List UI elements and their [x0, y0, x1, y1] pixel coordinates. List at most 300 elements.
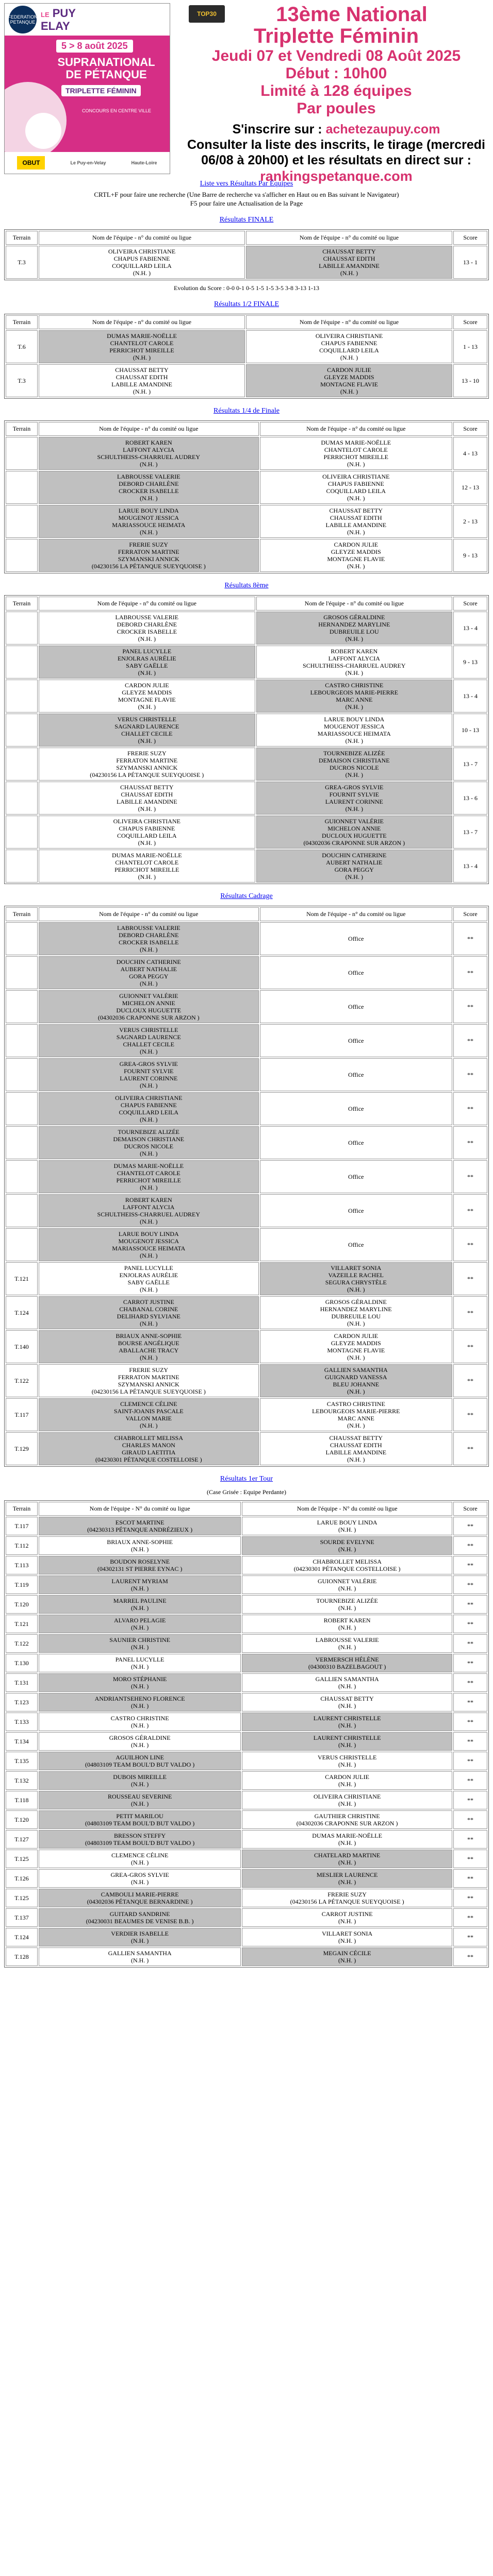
- score-cell: **: [453, 1432, 487, 1465]
- team-line: COQUILLARD LEILA: [112, 262, 172, 269]
- cadrage-table: [4, 906, 489, 1467]
- team-line: LAURENT MYRIAM: [111, 1578, 168, 1585]
- team2-cell: [260, 471, 452, 504]
- match-row: [6, 1947, 487, 1966]
- team-line: OLIVEIRA CHRISTIANE: [115, 1094, 183, 1101]
- terrain-cell: [6, 1024, 38, 1057]
- terrain-cell: [6, 1058, 38, 1091]
- team-line: (N.H. ): [345, 873, 363, 880]
- tour1-title[interactable]: Résultats 1er Tour: [220, 1475, 273, 1483]
- match-row: [6, 1160, 487, 1193]
- team2-header: Nom de l'équipe - n° du comité ou ligue: [246, 231, 452, 245]
- team-line: DEBORD CHARLÈNE: [119, 480, 179, 487]
- team-line: (N.H. ): [340, 269, 358, 277]
- team-line: (N.H. ): [130, 1683, 149, 1690]
- terrain-cell: T.119: [6, 1575, 38, 1594]
- team2-cell: [242, 1850, 452, 1868]
- announcement-consult: Consulter la liste des inscrits, le tirage (mercredi 06/08 à 20h00) et les résultats en direct sur :: [187, 138, 485, 167]
- score-header: Score: [453, 422, 487, 436]
- team-line: GROSOS GÉRALDINE: [109, 1734, 171, 1741]
- match-row: [6, 1330, 487, 1363]
- score-cell: **: [453, 1810, 487, 1829]
- team1-cell: [39, 1160, 259, 1193]
- team2-cell: [256, 646, 452, 679]
- header-row: [6, 597, 487, 611]
- team-line: SCHULTHEISS-CHARRUEL AUDREY: [97, 453, 200, 461]
- poster-body: [5, 36, 170, 152]
- team-line: GAUTHIER CHRISTINE: [314, 1812, 380, 1820]
- score-cell: **: [453, 1126, 487, 1159]
- team-line: FOURNIT SYLVIE: [124, 1067, 174, 1075]
- team-line: (N.H. ): [345, 635, 363, 642]
- match-row: [6, 816, 487, 849]
- team1-cell: [39, 1517, 241, 1535]
- team-line: AUBERT NATHALIE: [120, 965, 177, 973]
- team2-cell: [260, 1024, 452, 1057]
- team-line: GROSOS GÉRALDINE: [325, 1298, 387, 1306]
- team1-cell: [39, 1732, 241, 1751]
- score-cell: **: [453, 1928, 487, 1946]
- team-line: CASTRO CHRISTINE: [325, 682, 384, 689]
- team-line: DUCLOUX HUGUETTE: [116, 1007, 182, 1014]
- team1-cell: [39, 782, 255, 815]
- score-header: Score: [453, 907, 487, 921]
- team-line: (N.H. ): [130, 1546, 149, 1553]
- match-row: [6, 1575, 487, 1594]
- team-line: (N.H. ): [130, 1800, 149, 1807]
- team-line: CARROT JUSTINE: [321, 1910, 373, 1918]
- team1-cell: [39, 646, 255, 679]
- team-line: (04803109 TEAM BOUL'D BUT VALDO ): [85, 1839, 195, 1846]
- team-line: LEBOURGEOIS MARIE-PIERRE: [312, 1408, 400, 1415]
- terrain-header: Terrain: [6, 315, 38, 329]
- terrain-cell: [6, 782, 38, 815]
- score-cell: 9 - 13: [453, 539, 487, 572]
- match-row: [6, 1092, 487, 1125]
- sponsor-3: Haute-Loire: [131, 160, 157, 165]
- team-line: (04230313 PÉTANQUE ANDRÉZIEUX ): [87, 1526, 193, 1533]
- team-line: Office: [348, 1241, 364, 1248]
- poster-header: [5, 4, 170, 36]
- team-line: OLIVEIRA CHRISTIANE: [322, 473, 390, 480]
- team-line: (N.H. ): [347, 1354, 365, 1361]
- match-row: [6, 1126, 487, 1159]
- team-line: (N.H. ): [130, 1604, 149, 1612]
- petanque-ball-icon: [25, 113, 61, 149]
- team-line: (N.H. ): [140, 1354, 158, 1361]
- terrain-cell: T.124: [6, 1928, 38, 1946]
- team-line: MARC ANNE: [337, 1415, 374, 1422]
- match-row: [6, 246, 487, 279]
- match-row: [6, 1228, 487, 1261]
- score-cell: 13 - 4: [453, 612, 487, 645]
- team-line: DELIHARD SYLVIANE: [117, 1313, 180, 1320]
- match-row: [6, 1654, 487, 1672]
- team1-cell: [39, 1296, 259, 1329]
- terrain-cell: T.137: [6, 1908, 38, 1927]
- team1-cell: [39, 1928, 241, 1946]
- team-line: CHAPUS FABIENNE: [113, 255, 170, 262]
- team2-cell: [242, 1615, 452, 1633]
- score-cell: **: [453, 1595, 487, 1614]
- team-line: (N.H. ): [347, 1320, 365, 1327]
- score-cell: **: [453, 1693, 487, 1711]
- team-line: VERUS CHRISTELLE: [119, 1026, 178, 1033]
- team-line: LARUE BOUY LINDA: [317, 1519, 377, 1526]
- poster-dates: 5 > 8 août 2025: [56, 40, 133, 53]
- rankings-link[interactable]: rankingspetanque.com: [260, 168, 413, 184]
- team2-header: Nom de l'équipe - n° du comité ou ligue: [260, 422, 452, 436]
- team-line: ANDRIANTSEHENO FLORENCE: [94, 1695, 185, 1702]
- team-line: ROBERT KAREN: [323, 1617, 371, 1624]
- score-cell: **: [453, 1536, 487, 1555]
- team-line: LAFFONT ALYCIA: [328, 655, 380, 662]
- team-line: PANEL LUCYLLE: [122, 648, 172, 655]
- team1-cell: [39, 539, 259, 572]
- finale-title[interactable]: Résultats FINALE: [219, 216, 274, 224]
- score-cell: **: [453, 1364, 487, 1397]
- team-line: (N.H. ): [138, 669, 156, 676]
- team-line: LAURENT CHRISTELLE: [313, 1715, 381, 1722]
- team2-cell: [242, 1595, 452, 1614]
- terrain-cell: [6, 646, 38, 679]
- team-line: MESLIER LAURENCE: [316, 1871, 378, 1878]
- team-line: PANEL LUCYLLE: [124, 1264, 173, 1272]
- team-line: (N.H. ): [140, 461, 158, 468]
- team-line: BRIAUX ANNE-SOPHIE: [107, 1538, 173, 1546]
- team-line: (N.H. ): [338, 1918, 356, 1925]
- team1-cell: [39, 1693, 241, 1711]
- score-cell: 4 - 13: [453, 437, 487, 470]
- team2-cell: [242, 1928, 452, 1946]
- cadrage-title[interactable]: Résultats Cadrage: [220, 892, 273, 900]
- match-row: [6, 922, 487, 955]
- team-line: ABALLACHE TRACY: [119, 1347, 179, 1354]
- team-line: (N.H. ): [338, 1526, 356, 1533]
- team-line: CHALLET CECILE: [121, 730, 173, 737]
- team-line: CHANTELOT CAROLE: [110, 340, 174, 347]
- team-line: VERDIER ISABELLE: [111, 1930, 169, 1937]
- team1-cell: [39, 1536, 241, 1555]
- team-line: OLIVEIRA CHRISTIANE: [315, 332, 383, 340]
- team-line: Office: [348, 1173, 364, 1180]
- team-line: CARDON JULIE: [325, 1773, 369, 1781]
- team-line: GUITARD SANDRINE: [109, 1910, 170, 1918]
- team-line: TOURNEBIZE ALIZÉE: [118, 1128, 179, 1136]
- score-cell: 1 - 13: [453, 330, 487, 363]
- team2-cell: [260, 1296, 452, 1329]
- team2-cell: [260, 1160, 452, 1193]
- team-line: BOUDON ROSELYNE: [110, 1558, 170, 1565]
- team-line: (N.H. ): [338, 1800, 356, 1807]
- team1-cell: [39, 1615, 241, 1633]
- team-line: CHAUSSAT BETTY: [322, 248, 376, 255]
- team-line: (04230156 LA PÉTANQUE SUEYQUOISE ): [290, 1898, 404, 1905]
- team-line: Office: [348, 1207, 364, 1214]
- match-row: [6, 1634, 487, 1653]
- team-line: (N.H. ): [338, 1683, 356, 1690]
- team-line: GIRAUD LAETITIA: [122, 1449, 176, 1456]
- match-row: [6, 1889, 487, 1907]
- team-line: MARC ANNE: [336, 696, 373, 703]
- team-line: VILLARET SONIA: [331, 1264, 382, 1272]
- team-line: (N.H. ): [140, 1150, 158, 1157]
- team-line: (N.H. ): [340, 354, 358, 361]
- team-line: (N.H. ): [130, 1624, 149, 1631]
- team2-cell: [242, 1536, 452, 1555]
- team-line: (N.H. ): [140, 1422, 158, 1429]
- score-cell: **: [453, 1228, 487, 1261]
- terrain-cell: [6, 990, 38, 1023]
- team-line: DUMAS MARIE-NOËLLE: [113, 1162, 184, 1170]
- score-cell: **: [453, 1615, 487, 1633]
- team1-cell: [39, 364, 245, 397]
- score-cell: 13 - 10: [453, 364, 487, 397]
- announcement-edition: 13ème National: [276, 3, 428, 26]
- team2-cell: [242, 1947, 452, 1966]
- terrain-cell: [6, 1194, 38, 1227]
- team-line: MOUGENOT JESSICA: [118, 514, 179, 521]
- team2-cell: [260, 539, 452, 572]
- team2-cell: [242, 1830, 452, 1849]
- score-cell: **: [453, 1024, 487, 1057]
- team-line: COQUILLARD LEILA: [117, 832, 177, 839]
- team-line: BLEU JOHANNE: [333, 1381, 380, 1388]
- team2-cell: [260, 1126, 452, 1159]
- team-line: CASTRO CHRISTINE: [326, 1400, 385, 1408]
- terrain-cell: [6, 1228, 38, 1261]
- team-line: DUMAS MARIE-NOËLLE: [107, 332, 177, 340]
- team-line: COQUILLARD LEILA: [319, 347, 379, 354]
- team-line: CARDON JULIE: [327, 366, 371, 374]
- team2-cell: [242, 1889, 452, 1907]
- team-line: (04230156 LA PÉTANQUE SUEYQUOISE ): [91, 1388, 206, 1395]
- team-line: SZYMANSKI ANNICK: [118, 555, 179, 563]
- poster-brand-main: PUY: [52, 6, 76, 20]
- team-line: DEBORD CHARLÈNE: [117, 621, 177, 628]
- team-line: FERRATON MARTINE: [116, 757, 178, 764]
- team-line: CHAUSSAT EDITH: [116, 374, 168, 381]
- team-line: BRESSON STEFFY: [113, 1832, 166, 1839]
- team-line: DEBORD CHARLÈNE: [119, 931, 179, 939]
- team-line: LARUE BOUY LINDA: [118, 1230, 179, 1238]
- team-line: (04230156 LA PÉTANQUE SUEYQUOISE ): [90, 771, 204, 778]
- team1-cell: [39, 1432, 259, 1465]
- team-line: (N.H. ): [347, 461, 365, 468]
- team-line: (N.H. ): [140, 1116, 158, 1123]
- terrain-cell: T.132: [6, 1771, 38, 1790]
- match-row: [6, 505, 487, 538]
- team2-cell: [242, 1771, 452, 1790]
- match-row: [6, 1595, 487, 1614]
- terrain-cell: T.135: [6, 1752, 38, 1770]
- header-row: [6, 907, 487, 921]
- team-line: (N.H. ): [133, 388, 151, 395]
- team1-header: Nom de l'équipe - n° du comité ou ligue: [39, 315, 245, 329]
- team-line: GALLIEN SAMANTHA: [324, 1366, 388, 1374]
- team-line: LAURENT CORINNE: [120, 1075, 178, 1082]
- team-line: AGUILHON LINE: [116, 1754, 164, 1761]
- team-line: PERRICHOT MIREILLE: [114, 866, 179, 873]
- score-cell: 13 - 6: [453, 782, 487, 815]
- header-row: [6, 231, 487, 245]
- team-line: DEMAISON CHRISTIANE: [113, 1136, 185, 1143]
- header-row: [6, 315, 487, 329]
- team-line: CAMBOULI MARIE-PIERRE: [101, 1891, 179, 1898]
- match-row: [6, 612, 487, 645]
- team-line: (N.H. ): [130, 1957, 149, 1964]
- team-line: LAFFONT ALYCIA: [123, 1204, 175, 1211]
- team-line: (N.H. ): [138, 703, 156, 710]
- team-line: CHALLET CECILE: [123, 1041, 174, 1048]
- team-line: DUCROS NICOLE: [124, 1143, 174, 1150]
- team-line: VAZEILLE RACHEL: [328, 1272, 384, 1279]
- match-row: [6, 1850, 487, 1868]
- score-cell: **: [453, 1194, 487, 1227]
- poster-brand: [41, 8, 76, 32]
- huitieme-title[interactable]: Résultats 8ème: [224, 582, 269, 589]
- team-line: GORA PEGGY: [129, 973, 169, 980]
- team2-cell: [246, 364, 452, 397]
- match-row: [6, 1810, 487, 1829]
- team-line: (N.H. ): [138, 635, 156, 642]
- team1-cell: [39, 1752, 241, 1770]
- terrain-cell: [6, 1126, 38, 1159]
- team1-cell: [39, 1364, 259, 1397]
- team-line: CHAUSSAT BETTY: [329, 507, 383, 514]
- match-row: [6, 330, 487, 363]
- quart-title[interactable]: Résultats 1/4 de Finale: [213, 407, 280, 415]
- results-by-team-link[interactable]: Liste vers Résultats Par Équipes: [200, 180, 293, 188]
- announcement-dates: Jeudi 07 et Vendredi 08 Août 2025: [211, 47, 461, 64]
- match-row: [6, 646, 487, 679]
- team-line: PANEL LUCYLLE: [115, 1656, 165, 1663]
- team2-cell: [256, 680, 452, 713]
- team1-cell: [39, 1791, 241, 1809]
- team-line: LABROUSSE VALERIE: [117, 473, 180, 480]
- terrain-cell: T.125: [6, 1850, 38, 1868]
- team-line: (N.H. ): [130, 1741, 149, 1749]
- score-cell: **: [453, 1517, 487, 1535]
- team2-cell: [260, 1330, 452, 1363]
- match-row: [6, 1615, 487, 1633]
- team-line: (N.H. ): [345, 703, 363, 710]
- match-row: [6, 1928, 487, 1946]
- team2-cell: [246, 330, 452, 363]
- team-line: (N.H. ): [130, 1663, 149, 1670]
- match-row: [6, 1869, 487, 1888]
- team-line: (N.H. ): [338, 1878, 356, 1886]
- team-line: Office: [348, 1071, 364, 1078]
- score-cell: **: [453, 1850, 487, 1868]
- team-line: LABILLE AMANDINE: [325, 1449, 387, 1456]
- team-line: (N.H. ): [338, 1702, 356, 1709]
- team1-cell: [39, 748, 255, 781]
- team-line: CHABANAL CORINE: [119, 1306, 178, 1313]
- team-line: (N.H. ): [130, 1585, 149, 1592]
- team-line: LAFFONT ALYCIA: [123, 446, 175, 453]
- terrain-cell: [6, 680, 38, 713]
- team-line: FERRATON MARTINE: [118, 548, 179, 555]
- terrain-cell: [6, 816, 38, 849]
- team-line: MARIASSOUCE HEIMATA: [317, 730, 391, 737]
- team-line: (N.H. ): [347, 1286, 365, 1293]
- team-line: SCHULTHEISS-CHARRUEL AUDREY: [97, 1211, 200, 1218]
- team1-cell: [39, 246, 245, 279]
- match-row: [6, 748, 487, 781]
- terrain-cell: [6, 505, 38, 538]
- register-link[interactable]: achetezaupuy.com: [325, 122, 440, 137]
- finale-table: [4, 229, 489, 280]
- announcement-format: Par poules: [297, 100, 376, 117]
- team-line: GUIGNARD VANESSA: [324, 1374, 387, 1381]
- team-line: CLEMENCE CÉLINE: [120, 1400, 177, 1408]
- team-line: HERNANDEZ MARYLINE: [318, 621, 390, 628]
- demi-table: [4, 314, 489, 399]
- team-line: VERUS CHRISTELLE: [317, 1754, 377, 1761]
- terrain-cell: [6, 1092, 38, 1125]
- nav-links: [0, 179, 493, 188]
- top30-badge: TOP30: [189, 5, 225, 23]
- team-line: GLEYZE MADDIS: [324, 374, 374, 381]
- match-row: [6, 782, 487, 815]
- score-cell: **: [453, 1556, 487, 1574]
- terrain-cell: T.140: [6, 1330, 38, 1363]
- team-line: CHAUSSAT EDITH: [121, 791, 173, 798]
- team-line: SEGURA CHRYSTÈLE: [325, 1279, 387, 1286]
- team1-cell: [39, 1654, 241, 1672]
- team-line: GUIONNET VALÉRIE: [324, 818, 384, 825]
- team2-cell: [260, 922, 452, 955]
- team-line: LABILLE AMANDINE: [111, 381, 172, 388]
- match-row: [6, 714, 487, 747]
- score-cell: **: [453, 1889, 487, 1907]
- team-line: MONTAGNE FLAVIE: [327, 555, 385, 563]
- match-row: [6, 1058, 487, 1091]
- score-cell: **: [453, 1398, 487, 1431]
- team-line: (N.H. ): [138, 873, 156, 880]
- team-line: (N.H. ): [133, 269, 151, 277]
- team-line: ALVARO PELAGIE: [113, 1617, 166, 1624]
- score-cell: **: [453, 1058, 487, 1091]
- score-cell: **: [453, 1634, 487, 1653]
- demi-title[interactable]: Résultats 1/2 FINALE: [214, 300, 279, 308]
- match-row: [6, 1517, 487, 1535]
- team1-cell: [39, 956, 259, 989]
- score-cell: 13 - 4: [453, 680, 487, 713]
- team-line: CHAUSSAT EDITH: [323, 255, 375, 262]
- match-row: [6, 1908, 487, 1927]
- score-cell: 13 - 7: [453, 816, 487, 849]
- team2-cell: [256, 748, 452, 781]
- terrain-cell: T.121: [6, 1615, 38, 1633]
- team1-cell: [39, 922, 259, 955]
- team-line: (04302036 CRAPONNE SUR ARZON ): [296, 1820, 398, 1827]
- team-line: SOURDE EVELYNE: [320, 1538, 374, 1546]
- score-cell: **: [453, 1673, 487, 1692]
- team-line: ENJOLRAS AURÉLIE: [119, 1272, 178, 1279]
- terrain-cell: T.120: [6, 1595, 38, 1614]
- team2-cell: [242, 1634, 452, 1653]
- team1-cell: [39, 1771, 241, 1790]
- terrain-cell: T.118: [6, 1791, 38, 1809]
- team-line: TOURNEBIZE ALIZÉE: [316, 1597, 378, 1604]
- team-line: (N.H. ): [138, 805, 156, 812]
- team1-cell: [39, 1889, 241, 1907]
- refresh-help: F5 pour faire une Actualisation de la Page: [190, 199, 303, 207]
- team1-cell: [39, 1673, 241, 1692]
- match-row: [6, 1673, 487, 1692]
